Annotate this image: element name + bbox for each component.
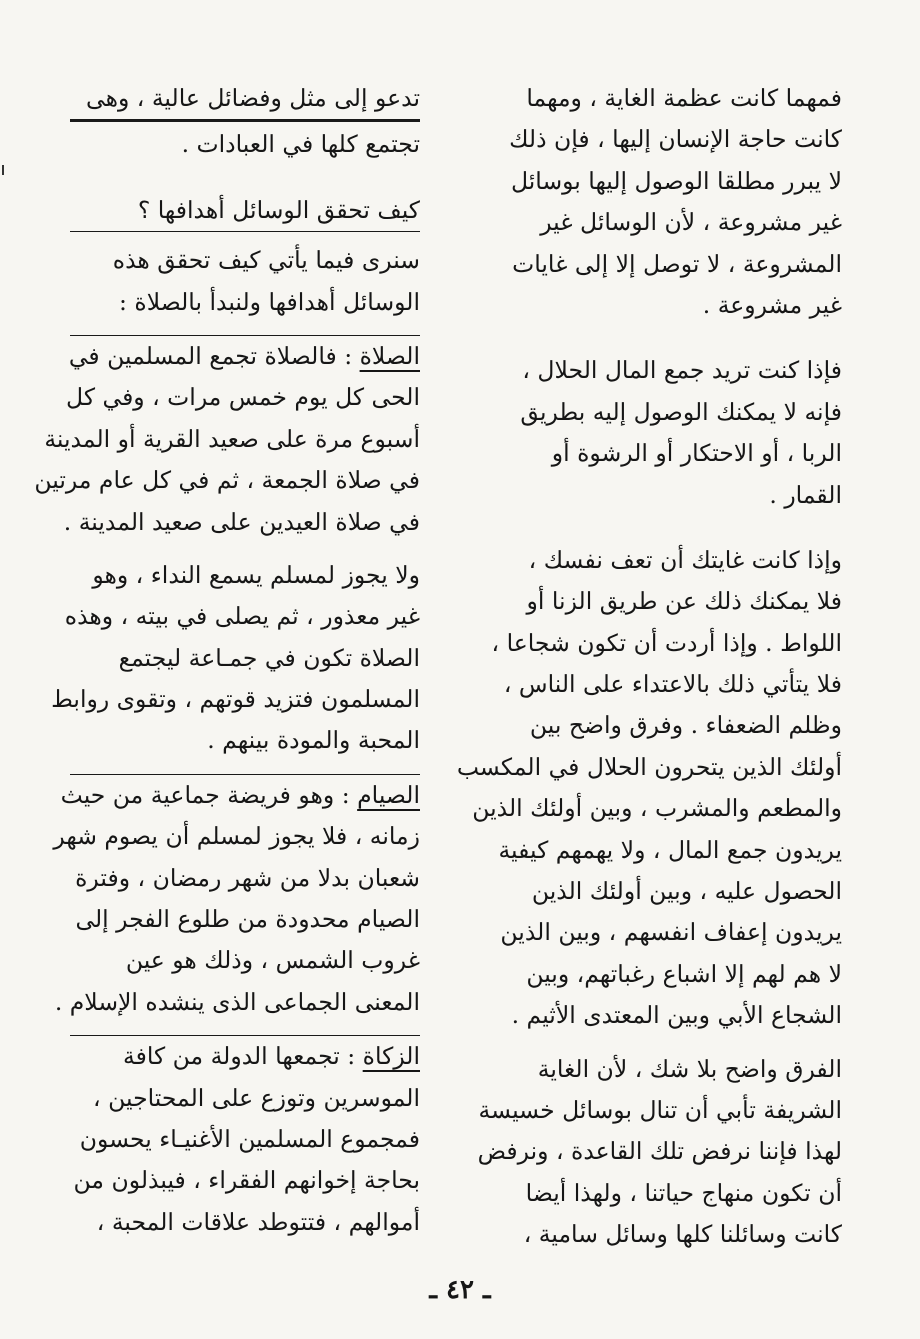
text-line: الموسرين وتوزع على المحتاجين ، <box>93 1083 420 1112</box>
text-line: الحصول عليه ، وبين أولئك الذين <box>531 877 842 906</box>
text-fragment: : تجمعها الدولة من كافة <box>122 1042 363 1071</box>
paragraph-lawful-wealth <box>498 350 842 516</box>
text-line: الفرق واضح بلا شك ، لأن الغاية <box>537 1054 842 1083</box>
paragraph-zakah <box>70 1036 420 1243</box>
text-line: كانت وسائلنا كلها وسائل سامية ، <box>523 1220 842 1249</box>
text-line: الشريفة تأبي أن تنال بوسائل خسيسة <box>478 1095 842 1124</box>
text-line: القمار . <box>769 480 842 509</box>
text-line: وظلم الضعفاء . وفرق واضح بين <box>529 711 842 740</box>
text-line: يريدون جمع المال ، ولا يهمهم كيفية <box>498 835 842 864</box>
scan-edge-mark <box>2 165 10 175</box>
text-line: الحى كل يوم خمس مرات ، وفي كل <box>66 383 420 412</box>
text-line: تدعو إلى مثل وفضائل عالية ، وهى <box>70 78 420 122</box>
text-line: اللواط . وإذا أردت أن تكون شجاعا ، <box>491 628 842 657</box>
text-line: فإنه لا يمكنك الوصول إليه بطريق <box>520 397 842 426</box>
text-line: المعنى الجماعى الذى ينشده الإسلام . <box>54 987 420 1016</box>
text-line <box>60 775 420 816</box>
text-fragment: : فالصلاة تجمع المسلمين في <box>68 341 360 370</box>
text-line: فمهما كانت عظمة الغاية ، ومهما <box>526 84 842 112</box>
text-fragment: : وهو فريضة جماعية من حيث <box>60 780 358 809</box>
text-line: أن تكون منهاج حياتنا ، ولهذا أيضا <box>525 1178 842 1207</box>
text-line: أسبوع مرة على صعيد القرية أو المدينة <box>44 424 420 453</box>
text-line: لا هم لهم إلا اشباع رغباتهم، وبين <box>526 959 842 988</box>
text-line: الشجاع الأبي وبين المعتدى الأثيم . <box>511 1001 842 1030</box>
text-line: لا يبرر مطلقا الوصول إليها بوسائل <box>510 166 842 195</box>
paragraph-salah <box>34 336 420 543</box>
term-salah: الصلاة <box>359 341 420 370</box>
section-heading <box>70 190 420 232</box>
text-line: أولئك الذين يتحرون الحلال في المكسب <box>456 752 842 781</box>
paragraph-we-will-see <box>70 240 420 323</box>
text-line: كانت حاجة الإنسان إليها ، فإن ذلك <box>509 125 842 154</box>
text-line: غير مشروعة ، لأن الوسائل غير <box>540 208 842 237</box>
text-line: وإذا كانت غايتك أن تعف نفسك ، <box>528 545 842 574</box>
text-line: الربا ، أو الاحتكار أو الرشوة أو <box>551 439 842 468</box>
term-siyam: الصيام <box>357 780 420 809</box>
heading-text: كيف تحقق الوسائل أهدافها ؟ <box>70 190 420 232</box>
right-column <box>456 78 842 1268</box>
text-line: غروب الشمس ، وذلك هو عين <box>125 946 420 975</box>
text-line: يريدون إعفاف انفسهم ، وبين الذين <box>500 918 842 947</box>
text-line: ولا يجوز لمسلم يسمع النداء ، وهو <box>92 560 420 589</box>
text-line <box>70 1036 420 1077</box>
text-line: لهذا فإننا نرفض تلك القاعدة ، ونرفض <box>477 1137 842 1166</box>
text-line: في صلاة العيدين على صعيد المدينة . <box>63 507 420 536</box>
paragraph-salah-congregation <box>51 555 420 762</box>
text-line: المحبة والمودة بينهم . <box>207 726 420 755</box>
text-line: فلا يمكنك ذلك عن طريق الزنا أو <box>526 587 842 616</box>
paragraph-clear-difference <box>477 1049 842 1256</box>
paragraph-intro <box>70 78 420 166</box>
text-line: أموالهم ، فتتوطد علاقات المحبة ، <box>96 1207 420 1236</box>
text-line: الصلاة تكون في جمـاعة ليجتمع <box>118 643 420 672</box>
text-line: بحاجة إخوانهم الفقراء ، فيبذلون من <box>73 1166 420 1195</box>
paragraph-means-and-ends <box>498 78 842 326</box>
text-line: زمانه ، فلا يجوز لمسلم أن يصوم شهر <box>53 822 420 851</box>
page-number: ـ ٤٢ ـ <box>429 1275 491 1305</box>
text-line: شعبان بدلا من شهر رمضان ، وفترة <box>75 863 420 892</box>
text-line: تجتمع كلها في العبادات . <box>181 130 420 159</box>
text-line: غير مشروعة . <box>702 290 842 319</box>
paragraph-chastity-courage <box>456 540 842 1037</box>
text-line: سنرى فيما يأتي كيف تحقق هذه <box>112 246 420 275</box>
text-line: غير معذور ، ثم يصلى في بيته ، وهذه <box>64 602 420 631</box>
text-line: فلا يتأتي ذلك بالاعتداء على الناس ، <box>503 670 842 699</box>
text-line: فإذا كنت تريد جمع المال الحلال ، <box>522 356 842 385</box>
text-line: فمجموع المسلمين الأغنيـاء يحسون <box>79 1124 420 1153</box>
text-line: المشروعة ، لا توصل إلا إلى غايات <box>512 249 842 278</box>
paragraph-siyam <box>53 775 420 1023</box>
text-line: الصيام محدودة من طلوع الفجر إلى <box>75 905 420 934</box>
text-line: والمطعم والمشرب ، وبين أولئك الذين <box>472 794 842 823</box>
text-line: في صلاة الجمعة ، ثم في كل عام مرتين <box>34 466 420 495</box>
term-zakah: الزكاة <box>362 1042 420 1071</box>
text-line <box>70 336 420 377</box>
text-line: المسلمون فتزيد قوتهم ، وتقوى روابط <box>51 685 420 714</box>
text-line: الوسائل أهدافها ولنبدأ بالصلاة : <box>119 287 420 316</box>
left-column <box>34 78 420 1255</box>
